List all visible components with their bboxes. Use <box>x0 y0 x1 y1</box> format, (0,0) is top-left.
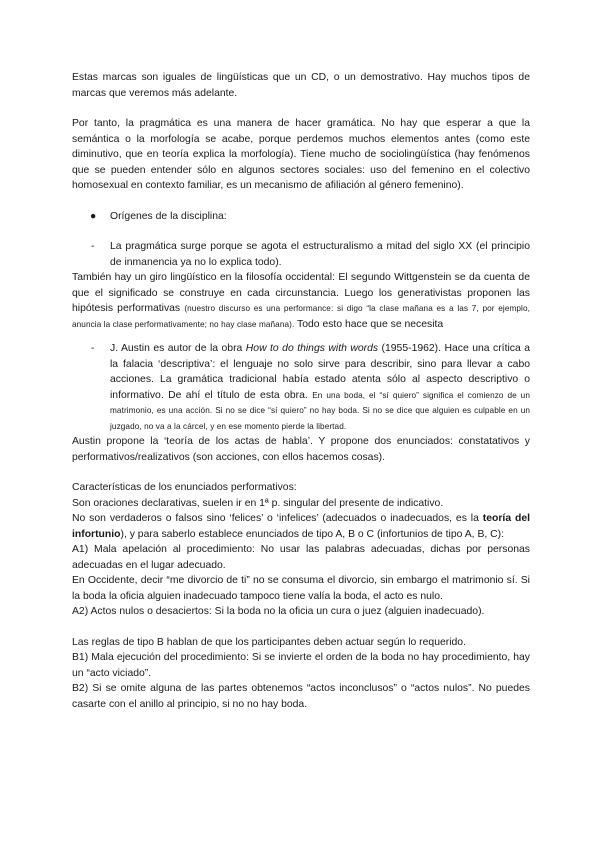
dash-text: La pragmática surge porque se agota el estructuralismo a mitad del siglo XX (el principio de inmanencia ya no lo explica todo). <box>110 241 530 268</box>
paragraph-pragmatica-gramatica: Por tanto, la pragmática es una manera de hacer gramática. No hay que esperar a que la semántica o la morfología se acabe, porque perdemos muchos elementos antes (como este diminutivo, que en teoría explica la morfología). Tiene mucho de sociolingüística (hay fenómenos que se pueden entender sólo en algunos sectores sociales: uso del femenino en el colectivo homosexual en contexto familiar, es un mecanismo de afiliación al género femenino). <box>72 118 530 191</box>
infortunio-post: ), y para saberlo establece enunciados de tipo A, B o C (infortunios de tipo A, B, C): <box>120 528 504 540</box>
paragraph-a2: A2) Actos nulos o desaciertos: Si la boda no la oficia un cura o juez (alguien inadecuado). <box>72 606 485 617</box>
giro-main-text: También hay un giro lingüístico en la filosofía occidental: El segundo Wittgenstein se da cuenta de que el significado se construye en cada circunstancia. Luego los generativistas proponen las hipótesis performativas <box>72 272 530 314</box>
giro-tail-text: Todo esto hace que se necesita <box>294 318 444 330</box>
bullet-text: Orígenes de la disciplina: <box>110 210 227 222</box>
paragraph-a1: A1) Mala apelación al procedimiento: No usar las palabras adecuadas, dichas por personas adecuadas en el lugar adecuado. <box>72 544 530 571</box>
paragraph-infortunio <box>72 511 530 542</box>
paragraph-b1: B1) Mala ejecución del procedimiento: Si se invierte el orden de la boda no hay procedimiento, hay un “acto viciado”. <box>72 652 530 679</box>
paragraph-b2: B2) Si se omite alguna de las partes obtenemos “actos inconclusos” o “actos nulos”. No puedes casarte con el anillo al principio, si no no hay boda. <box>72 683 530 710</box>
austin-post: (1955-1962). Hace una crítica a la falacia ‘descriptiva’: el lenguaje no solo sirve para describir, sino para llevar a cabo acciones. La gramática tradicional había estado atenta sólo al aspecto descriptivo o informativo. De ahí el título de esta obra. <box>110 343 530 401</box>
austin-small-note: En una boda, el “sí quiero” significa el comienzo de un matrimonio, es una acción. Si no se dice “sí quiero” no hay boda. Si no se dice que alguien es culpable en un juzgado, no va a la cárcel, y en ese momento pierde la libertad. <box>110 390 530 431</box>
paragraph-caracteristicas-heading: Características de los enunciados performativos: <box>72 482 297 493</box>
austin-pre: J. Austin es autor de la obra <box>110 343 246 354</box>
paragraph-marcas: Estas marcas son iguales de lingüísticas que un CD, o un demostrativo. Hay muchos tipos de marcas que veremos más adelante. <box>72 72 530 99</box>
paragraph-actos-habla: Austin propone la ‘teoría de los actas de habla’. Y propone dos enunciados: constatativos y performativos/realizativos (son acciones, con ellos hacemos cosas). <box>72 436 530 463</box>
book-title: How to do things with words <box>245 343 379 354</box>
dash-item-estructuralismo <box>72 239 530 270</box>
paragraph-occidente: En Occidente, decir “me divorcio de ti” no se consuma el divorcio, sin embargo el matrimonio sí. Si la boda la oficia alguien inadecuado tampoco tiene valía la boda, el acto es nulo. <box>72 575 530 602</box>
infortunio-bold: teoría del infortunio <box>72 513 531 540</box>
bullet-icon: ● <box>90 210 97 222</box>
paragraph-declarativas: Son oraciones declarativas, suelen ir en 1ª p. singular del presente de indicativo. <box>72 497 444 509</box>
dash-icon: - <box>91 343 95 354</box>
paragraph-reglas-b: Las reglas de tipo B hablan de que los participantes deben actuar según lo requerido. <box>72 636 466 648</box>
document-page <box>72 70 530 712</box>
paragraph-giro-linguistico <box>72 270 530 332</box>
dash-icon: - <box>91 241 95 252</box>
dash-text-austin <box>110 341 530 434</box>
bullet-item-origenes <box>72 209 530 225</box>
infortunio-pre: No son verdaderos o falsos sino ‘felices’ o ‘infelices’ (adecuados o inadecuados, es la <box>72 513 483 524</box>
dash-item-austin <box>72 341 530 434</box>
giro-small-note: (nuestro discurso es una performance: si digo “la clase mañana es a las 7, por ejemplo, anuncia la clase performativamente; no hay clase mañana). <box>72 304 530 329</box>
